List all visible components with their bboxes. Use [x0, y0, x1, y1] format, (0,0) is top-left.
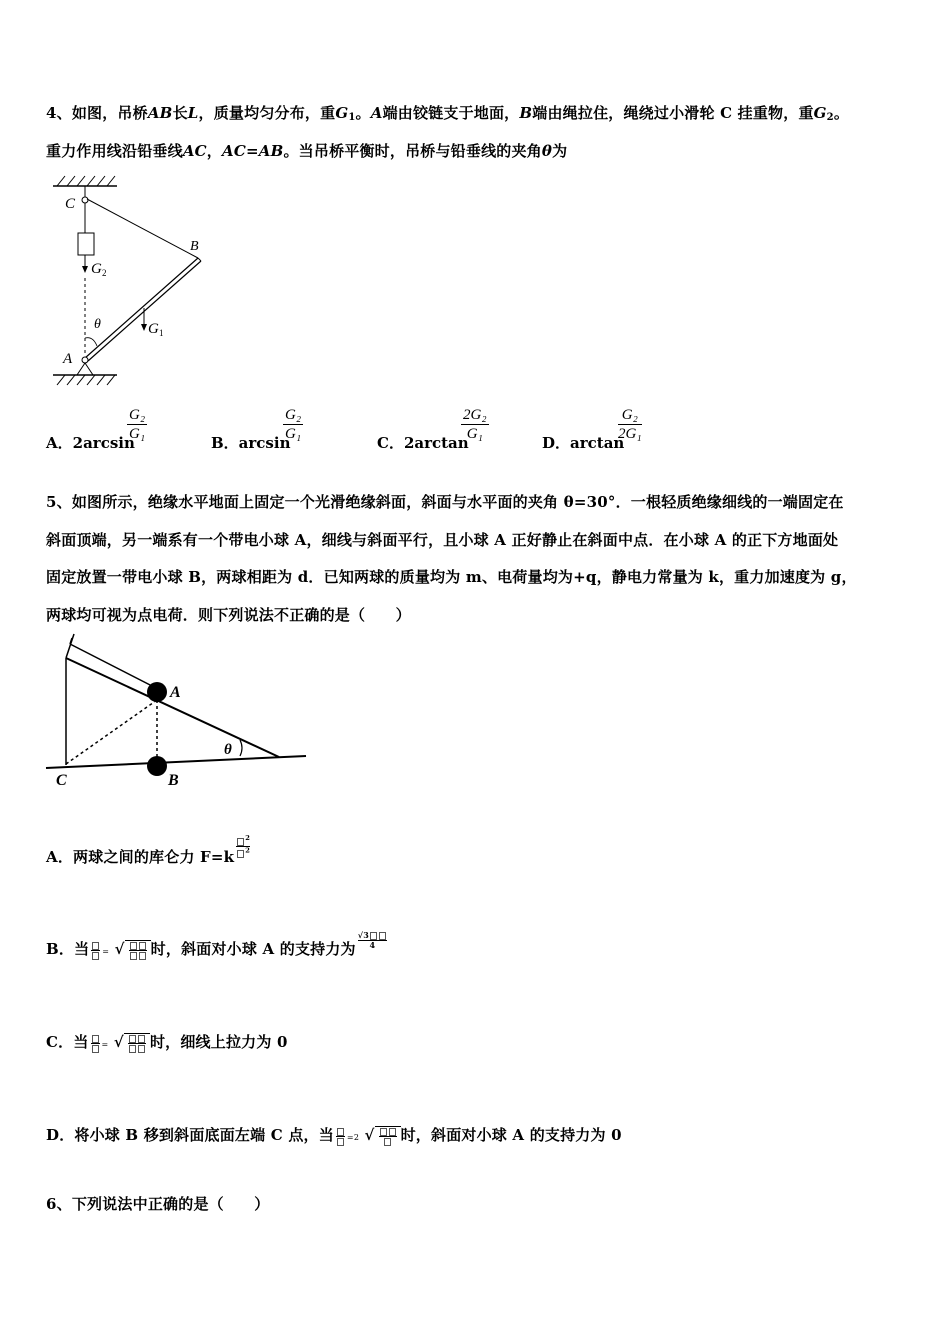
q5-line2: 斜面顶端，另一端系有一个带电小球 A，细线与斜面平行，且小球 A 正好静止在斜面中点．在小球 A 的正下方地面处 [46, 531, 839, 549]
label-a: A [63, 351, 73, 367]
q4-option-b-fraction: $\frac{\text{G₂}}{\text{G₁}}$ [285, 407, 302, 442]
q4-option-d[interactable]: D．arctan [542, 434, 625, 452]
q4-option-c[interactable]: C．2arctan [377, 434, 469, 452]
q4-option-a-fraction: $\frac{\text{G₂}}{\text{G₁}}$ [129, 407, 146, 442]
q5-option-c[interactable]: C．当 = √ 时，细线上拉力为 0 [46, 1033, 288, 1051]
label-b: B [190, 239, 199, 254]
q4-option-d-fraction: $\frac{\text{G₂}}{\text{2G₁}}$ [618, 407, 642, 442]
svg-text:θ: θ [224, 742, 232, 758]
svg-text:2: 2 [102, 268, 107, 278]
svg-text:B: B [168, 772, 179, 789]
q5-option-d[interactable]: D．将小球 B 移到斜面底面左端 C 点，当 =2 √ 时，斜面对小球 A 的支持力为 0 [46, 1126, 622, 1144]
label-c: C [65, 196, 76, 212]
q5-incline-figure [44, 630, 310, 795]
label-g1: G [148, 321, 159, 337]
q5-line4: 两球均可视为点电荷．则下列说法不正确的是（ ） [46, 606, 411, 624]
q4-line2: 重力作用线沿铅垂线AC，AC=AB。当吊桥平衡时，吊桥与铅垂线的夹角θ为 [46, 142, 568, 160]
q5-option-a[interactable]: A．两球之间的库仑力 F=k $\frac{^2}{^2}$ [46, 834, 251, 867]
q4-drawbridge-figure [45, 170, 225, 395]
q5-line3: 固定放置一带电小球 B，两球相距为 d．已知两球的质量均为 m、电荷量均为+q，静电力常量为 k，重力加速度为 g， [46, 568, 857, 586]
svg-text:C: C [56, 772, 67, 789]
label-theta: θ [94, 317, 101, 332]
q5-option-b[interactable]: B．当 = √ 时，斜面对小球 A 的支持力为 $\frac{√3}{4}$ [46, 938, 389, 960]
q4-option-b[interactable]: B．arcsin [211, 434, 291, 452]
ball-b [147, 756, 167, 776]
svg-text:1: 1 [159, 328, 164, 338]
q5-line1: 5、如图所示，绝缘水平地面上固定一个光滑绝缘斜面，斜面与水平面的夹角 θ=30°．一根轻质绝缘细线的一端固定在 [46, 493, 844, 511]
ball-a [147, 682, 167, 702]
svg-text:A: A [170, 684, 181, 701]
label-g2: G [91, 261, 102, 277]
q4-line1: 4、如图，吊桥AB长L，质量均匀分布，重$G_1$。A端由铰链支于地面，B端由绳拉住，绳绕过小滑轮 C 挂重物，重$G_2$。 [46, 104, 850, 123]
q4-option-c-fraction: $\frac{\text{2G₂}}{\text{G₁}}$ [463, 407, 487, 442]
q6-line1: 6、下列说法中正确的是（ ） [46, 1195, 270, 1213]
q4-option-a[interactable]: A．2arcsin [46, 434, 135, 452]
